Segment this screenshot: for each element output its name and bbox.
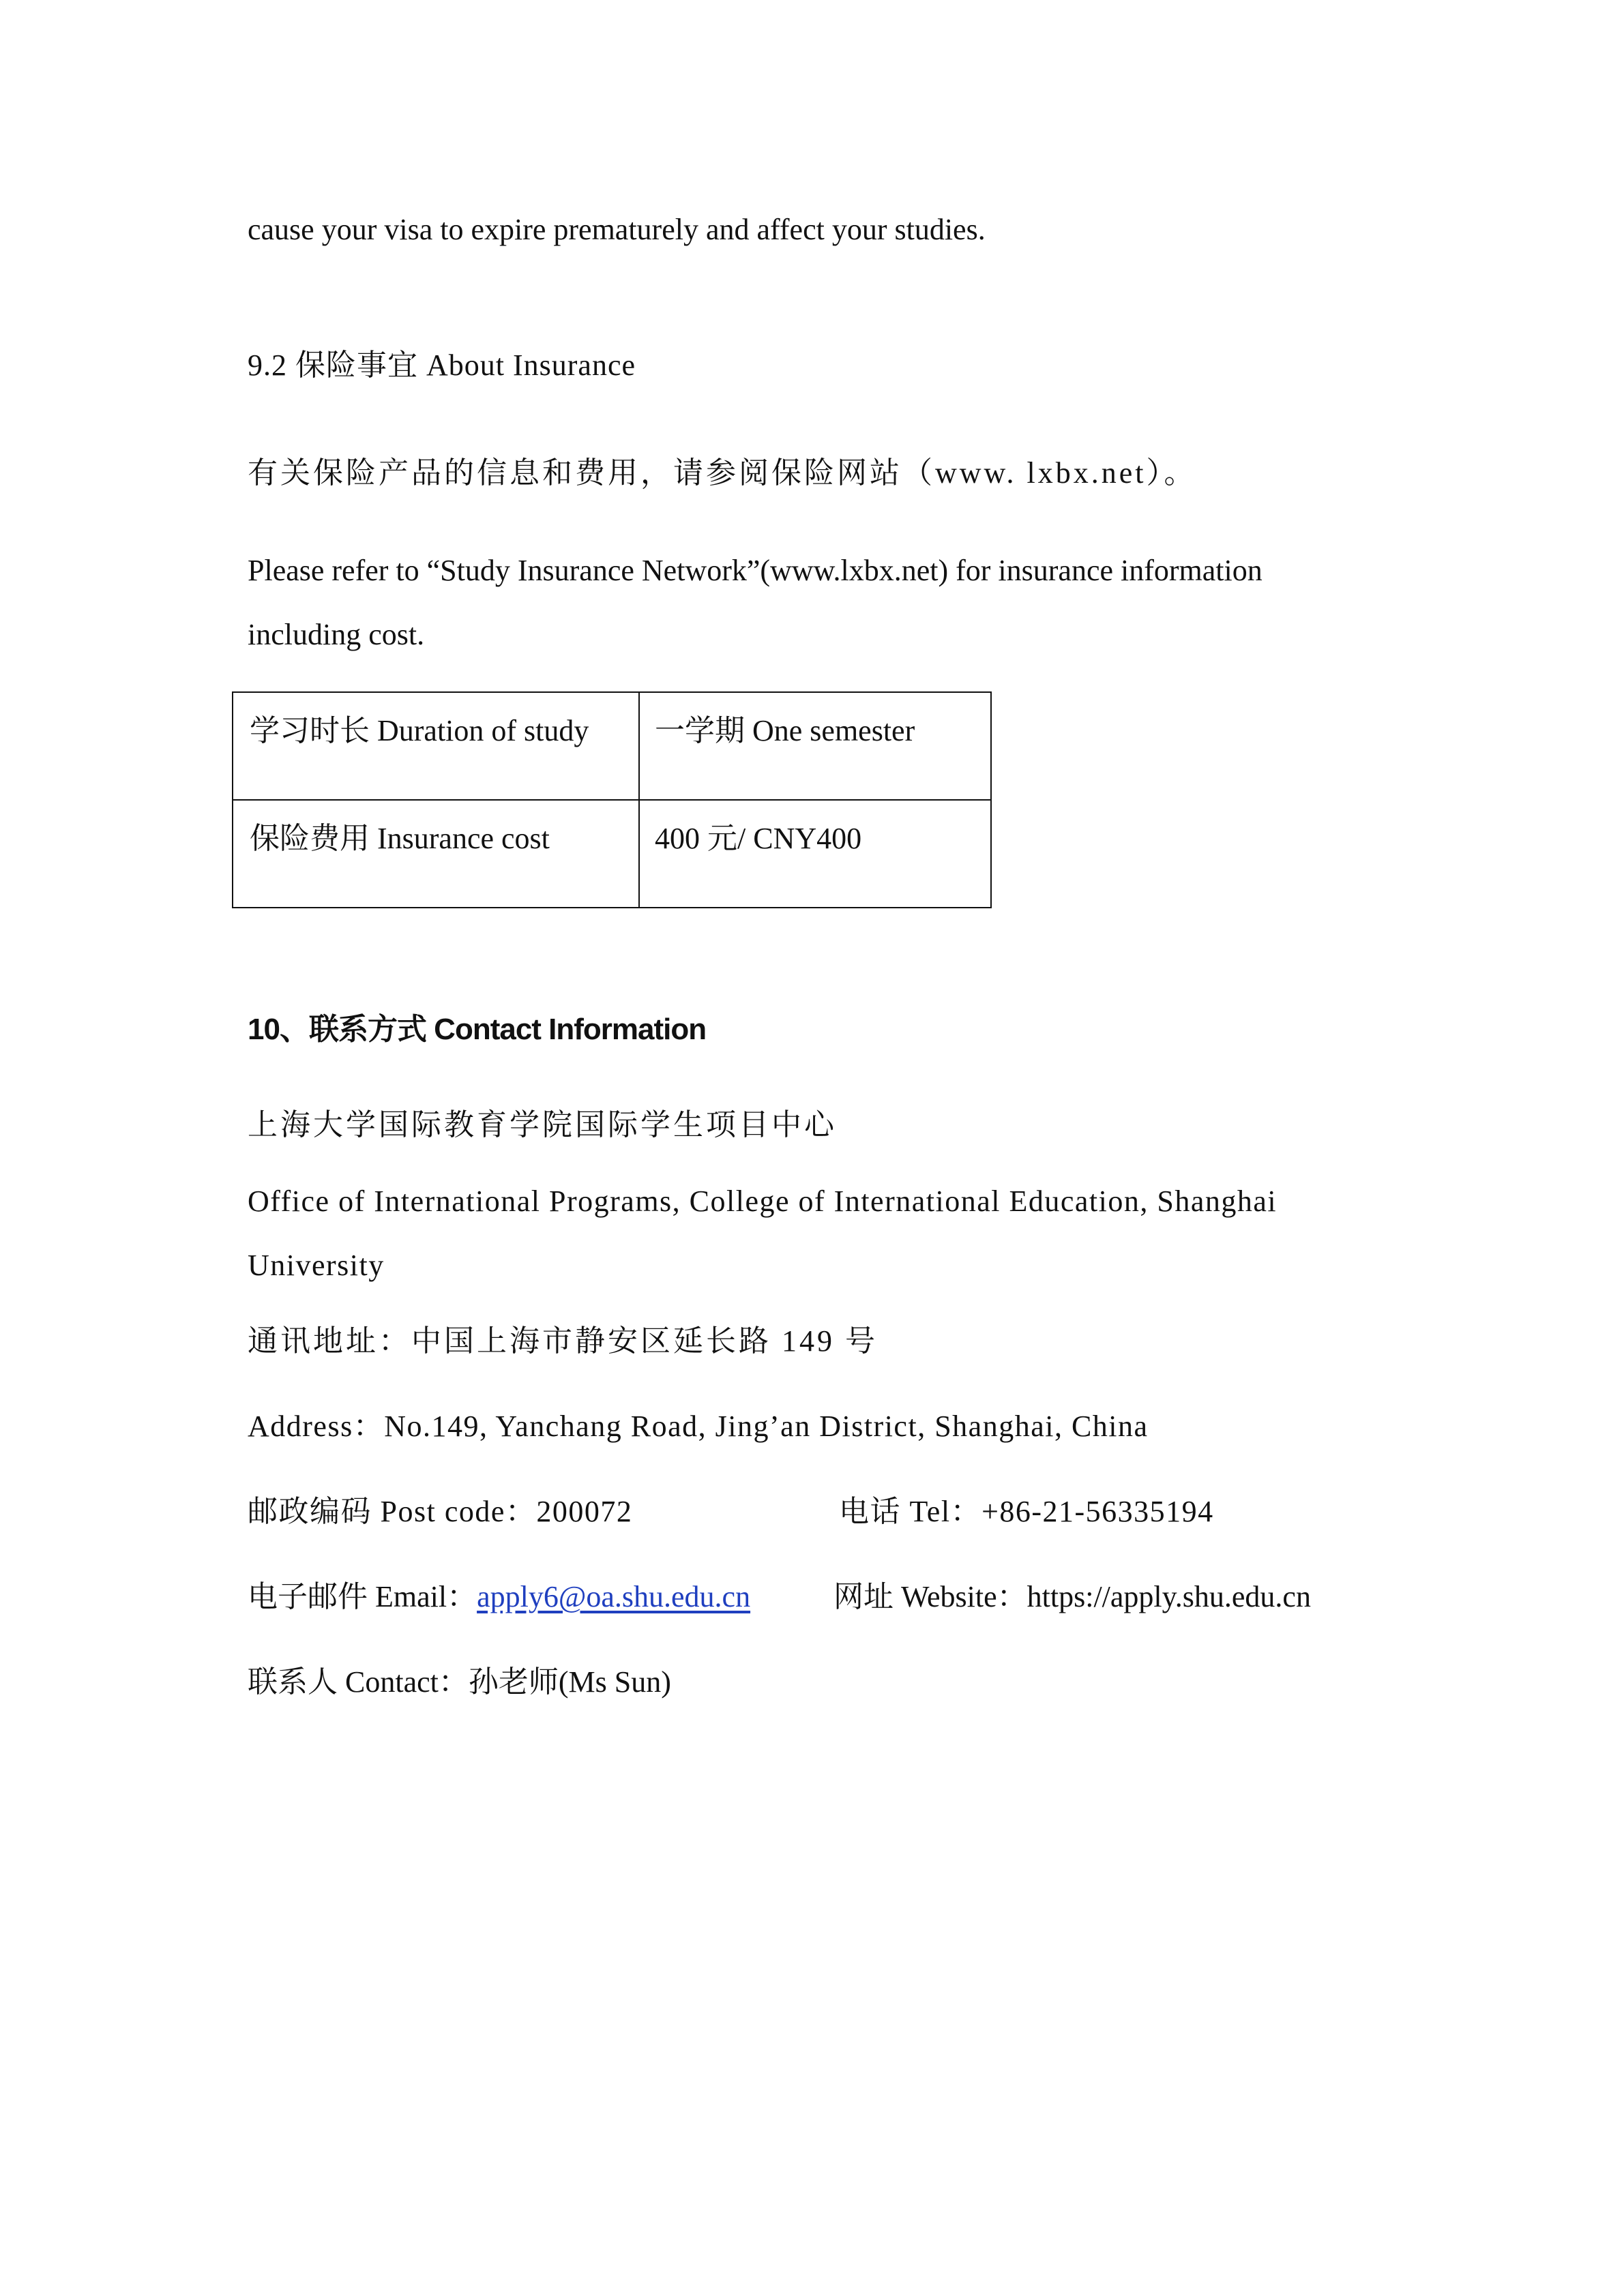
continuation-text: cause your visa to expire prematurely and affect your studies. — [248, 213, 986, 246]
table-cell-value: 一学期 One semester — [639, 692, 991, 800]
insurance-zh-paragraph: 有关保险产品的信息和费用，请参阅保险网站（www. lxbx.net）。 — [248, 456, 1197, 490]
contact-label: 联系人 Contact： — [248, 1665, 469, 1699]
email-line — [248, 1577, 750, 1617]
contact-line — [248, 1662, 671, 1703]
website-line — [833, 1577, 1311, 1617]
postcode-tel-line — [248, 1491, 632, 1532]
postcode-value: 200072 — [536, 1495, 633, 1528]
address-zh: 通讯地址：中国上海市静安区延长路 149 号 — [248, 1324, 878, 1358]
table-row — [233, 692, 991, 800]
org-name-en-line2: University — [248, 1249, 385, 1282]
website-value: https://apply.shu.edu.cn — [1027, 1580, 1311, 1613]
org-name-en-line1: Office of International Programs, College of International Education, Shanghai — [248, 1184, 1278, 1218]
website-label: 网址 Website： — [833, 1580, 1027, 1613]
table-cell-value: 400 元/ CNY400 — [639, 800, 991, 908]
table-cell-label: 保险费用 Insurance cost — [233, 800, 639, 908]
tel-value: +86-21-56335194 — [981, 1495, 1214, 1528]
insurance-table — [232, 691, 992, 908]
insurance-en-paragraph-line2: including cost. — [248, 618, 425, 651]
table-row — [233, 800, 991, 908]
postcode-label: 邮政编码 Post code： — [248, 1495, 537, 1528]
table-cell-label: 学习时长 Duration of study — [233, 692, 639, 800]
email-link[interactable]: apply6@oa.shu.edu.cn — [477, 1580, 751, 1613]
tel-label: 电话 Tel： — [839, 1495, 982, 1528]
tel-line — [839, 1491, 1214, 1532]
contact-value: 孙老师(Ms Sun) — [468, 1665, 671, 1699]
section-9-2-title: 9.2 保险事宜 About Insurance — [248, 348, 636, 382]
section-10-title: 10、联系方式 Contact Information — [248, 1013, 707, 1046]
address-en: Address：No.149, Yanchang Road, Jing’an District, Shanghai, China — [248, 1410, 1149, 1443]
email-label: 电子邮件 Email： — [248, 1580, 477, 1613]
org-name-zh: 上海大学国际教育学院国际学生项目中心 — [248, 1108, 837, 1142]
insurance-en-paragraph-line1: Please refer to “Study Insurance Network”(www.lxbx.net) for insurance information — [248, 554, 1263, 587]
